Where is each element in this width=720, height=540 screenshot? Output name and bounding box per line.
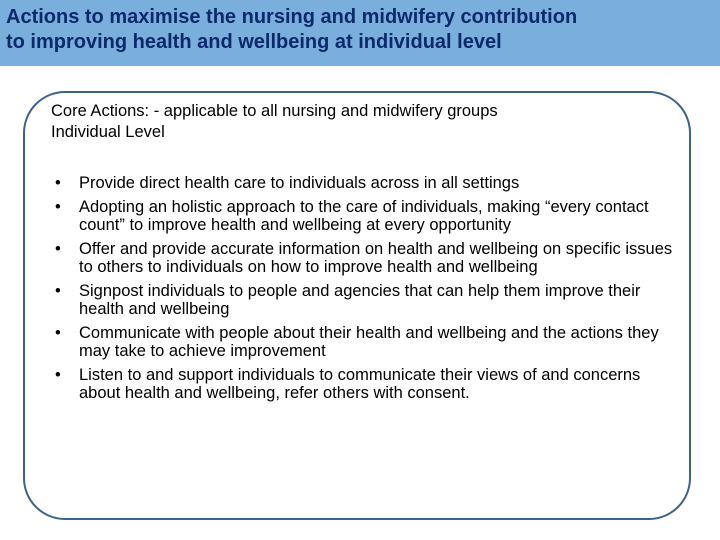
bullet-text: Provide direct health care to individuals across in all settings	[79, 174, 520, 192]
bullet-item	[51, 240, 681, 276]
bullet-list	[51, 174, 681, 408]
bullet-text: Adopting an holistic approach to the care of individuals, making “every contact count” to improve health and wellbeing at every opportunity	[79, 198, 649, 234]
bullet-icon: •	[55, 174, 61, 192]
title-bar	[0, 0, 720, 66]
intro	[51, 101, 671, 143]
core-actions-heading: Core Actions: - applicable to all nursing and midwifery groups	[51, 102, 498, 120]
bullet-text: Signpost individuals to people and agencies that can help them improve their health and wellbeing	[79, 282, 641, 318]
title-line-1: Actions to maximise the nursing and midwifery contribution	[6, 6, 578, 28]
bullet-icon: •	[55, 198, 61, 216]
bullet-item	[51, 174, 681, 192]
bullet-text: Offer and provide accurate information on health and wellbeing on specific issues to others to individuals on how to improve health and wellbeing	[79, 240, 673, 276]
content-box	[23, 91, 691, 520]
title-line-2: to improving health and wellbeing at individual level	[6, 31, 502, 53]
bullet-item	[51, 324, 681, 360]
bullet-icon: •	[55, 240, 61, 258]
bullet-icon: •	[55, 366, 61, 384]
bullet-item	[51, 366, 681, 402]
bullet-text: Communicate with people about their health and wellbeing and the actions they may take to achieve improvement	[79, 324, 659, 360]
bullet-icon: •	[55, 282, 61, 300]
level-heading: Individual Level	[51, 123, 165, 141]
bullet-item	[51, 282, 681, 318]
bullet-item	[51, 198, 681, 234]
bullet-text: Listen to and support individuals to communicate their views of and concerns about health and wellbeing, refer others with consent.	[79, 366, 641, 402]
bullet-icon: •	[55, 324, 61, 342]
